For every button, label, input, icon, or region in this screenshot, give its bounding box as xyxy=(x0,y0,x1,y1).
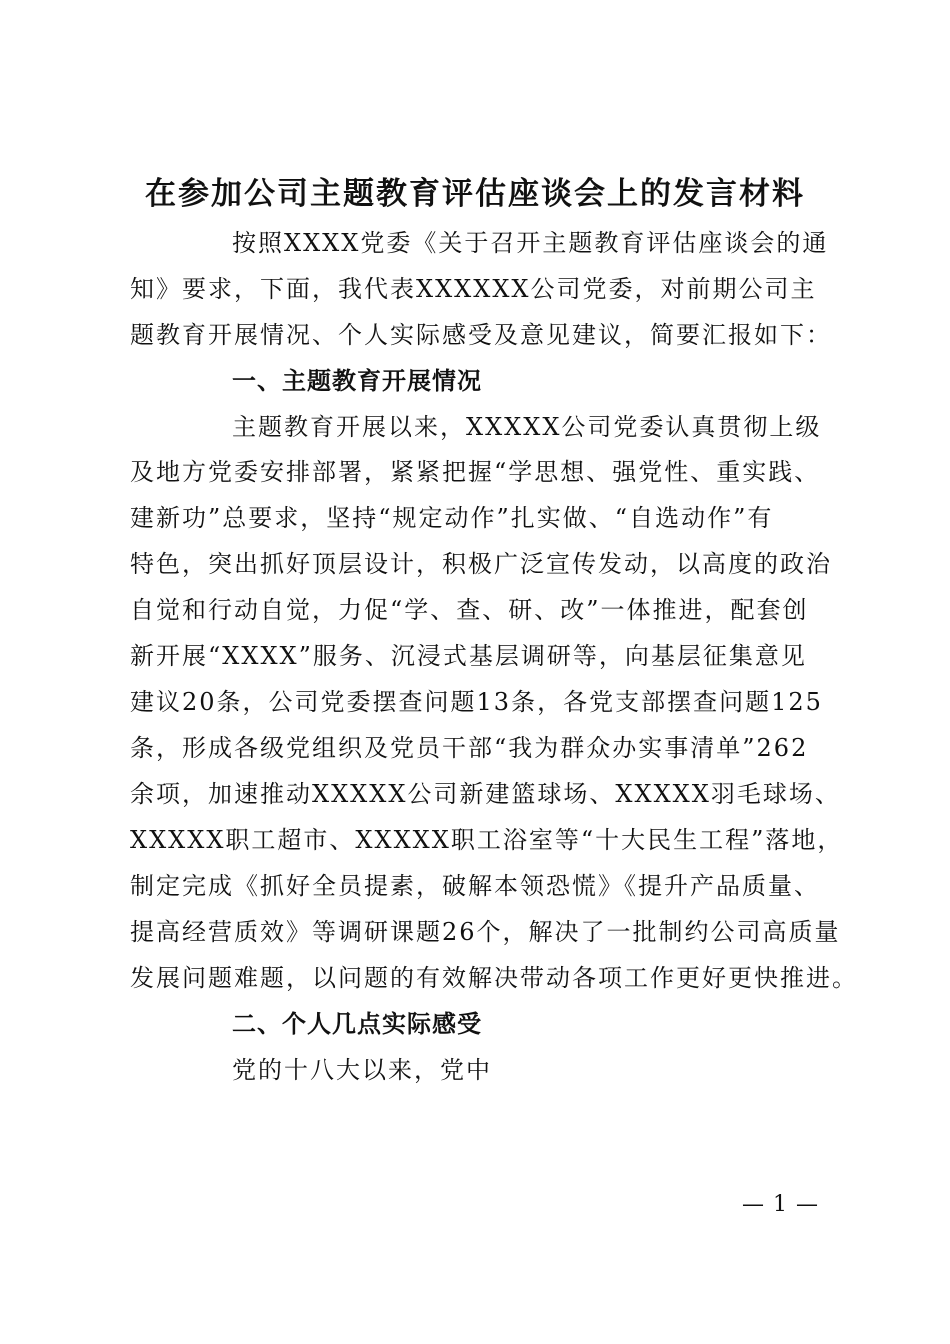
body-line: 特色，突出抓好顶层设计，积极广泛宣传发动，以高度的政治 xyxy=(130,550,832,578)
page-number: — 1 — xyxy=(742,1192,819,1217)
body-line: 及地方党委安排部署，紧紧把握“学思想、强党性、重实践、 xyxy=(130,458,821,486)
body-line: 余项，加速推动XXXXX公司新建篮球场、XXXXX羽毛球场、 xyxy=(130,780,841,808)
section-heading-2: 二、个人几点实际感受 xyxy=(232,1010,482,1038)
intro-line: 按照XXXX党委《关于召开主题教育评估座谈会的通 xyxy=(232,229,829,257)
body-line: XXXXX职工超市、XXXXX职工浴室等“十大民生工程”落地， xyxy=(130,826,844,854)
body-line: 制定完成《抓好全员提素，破解本领恐慌》《提升产品质量、 xyxy=(130,872,820,900)
body-line: 建议20条，公司党委摆查问题13条，各党支部摆查问题125 xyxy=(130,688,823,716)
body-line: 自觉和行动自觉，力促“学、查、研、改”一体推进，配套创 xyxy=(130,596,809,624)
section-heading-1: 一、主题教育开展情况 xyxy=(232,367,482,395)
body-line: 提高经营质效》等调研课题26个，解决了一批制约公司高质量 xyxy=(130,918,841,946)
body-line: 条，形成各级党组织及党员干部“我为群众办实事清单”262 xyxy=(130,734,809,762)
intro-line: 题教育开展情况、个人实际感受及意见建议，简要汇报如下： xyxy=(130,321,832,349)
document-title: 在参加公司主题教育评估座谈会上的发言材料 xyxy=(145,176,805,212)
body-line: 建新功”总要求，坚持“规定动作”扎实做、“自选动作”有 xyxy=(130,504,774,532)
body-line: 发展问题难题，以问题的有效解决带动各项工作更好更快推进。 xyxy=(130,964,858,992)
body-line: 新开展“XXXX”服务、沉浸式基层调研等，向基层征集意见 xyxy=(130,642,807,670)
body-line: 主题教育开展以来，XXXXX公司党委认真贯彻上级 xyxy=(232,413,822,441)
intro-line: 知》要求，下面，我代表XXXXXX公司党委，对前期公司主 xyxy=(130,275,817,303)
body-line: 党的十八大以来，党中 xyxy=(232,1056,492,1084)
